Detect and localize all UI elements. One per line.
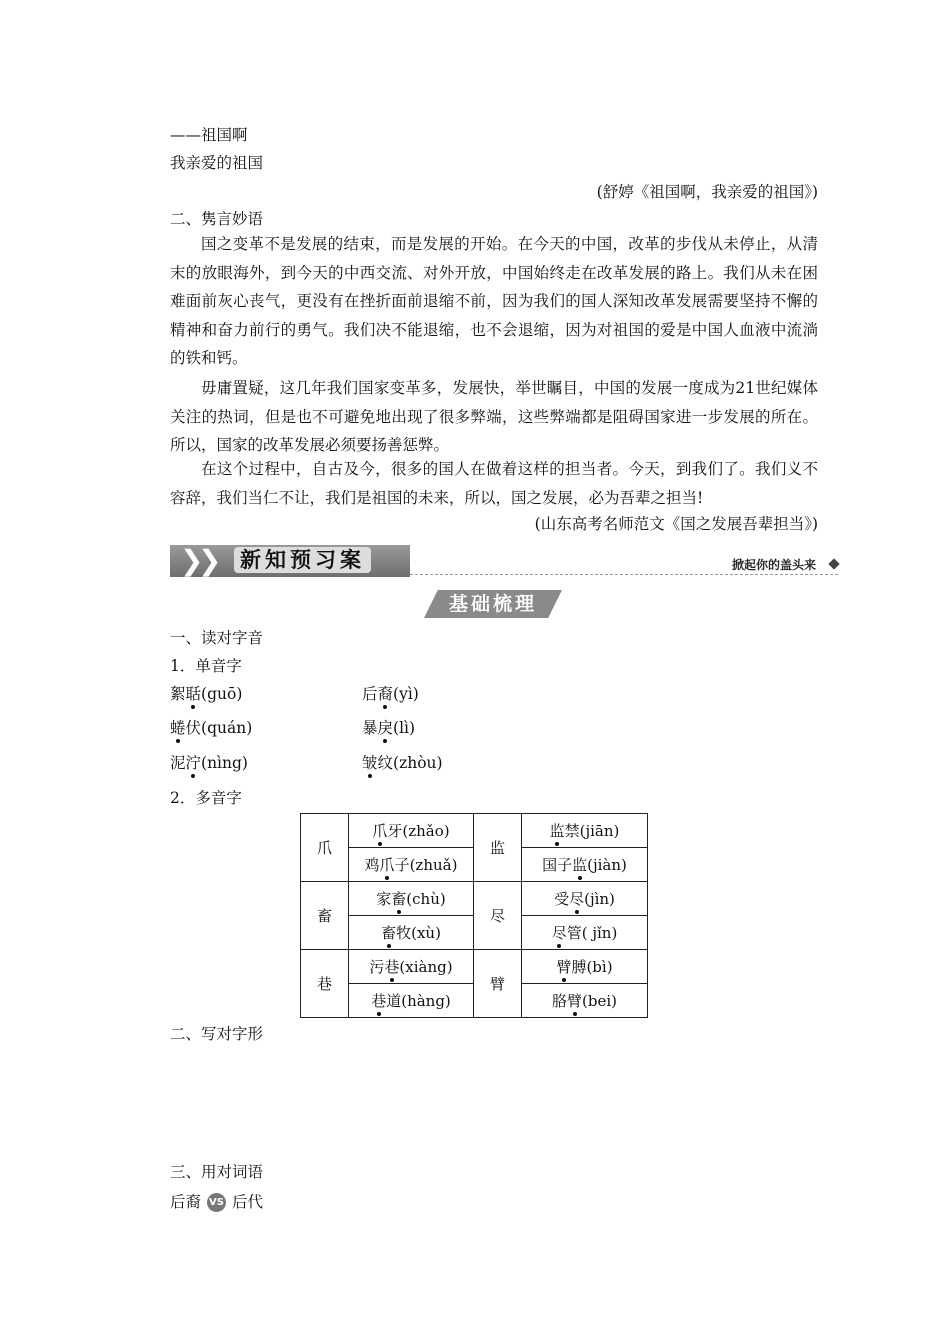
chevron-icon: ❯ <box>198 544 222 577</box>
poem-line: 我亲爱的祖国 <box>170 154 264 172</box>
subsection-heading: 2．多音字 <box>170 789 242 807</box>
word-left: 后裔 <box>170 1193 202 1211</box>
section-heading: 二、写对字形 <box>170 1025 264 1043</box>
section-heading: 二、隽言妙语 <box>170 210 264 228</box>
single-char-item: 絮聒(guō) <box>170 682 242 704</box>
table-key: 臂 <box>474 950 522 1018</box>
subsection-title: 基础梳理 <box>448 593 537 615</box>
table-key: 巷 <box>301 950 349 1018</box>
table-cell: 国子监(jiàn) <box>522 848 648 882</box>
single-char-item: 后裔(yì) <box>362 682 419 704</box>
single-char-item: 泥泞(nìng) <box>170 751 248 773</box>
banner-title: 新知预习案 <box>234 547 371 573</box>
poem-line: ——祖国啊 <box>170 126 248 144</box>
subsection-banner <box>424 590 562 618</box>
table-cell: 家畜(chù) <box>349 882 474 916</box>
table-row <box>301 814 648 848</box>
table-cell: 污巷(xiàng) <box>349 950 474 984</box>
table-cell: 臂膊(bì) <box>522 950 648 984</box>
table-row <box>301 950 648 984</box>
table-cell: 尽管( jǐn) <box>522 916 648 950</box>
poem-source: (舒婷《祖国啊，我亲爱的祖国》) <box>596 183 818 201</box>
word-comparison <box>170 1190 263 1212</box>
diamond-icon <box>828 558 839 569</box>
table-key: 监 <box>474 814 522 882</box>
polyphone-table <box>300 813 648 1018</box>
single-char-item: 皱纹(zhòu) <box>362 751 443 773</box>
section-banner <box>170 545 410 577</box>
word-right: 后代 <box>232 1193 264 1211</box>
paragraph: 国之变革不是发展的结束，而是发展的开始。在今天的中国，改革的步伐从未停止，从清末的放眼海外，到今天的中西交流、对外开放，中国始终走在改革发展的路上。我们从未在困难面前灰心丧气，更没有在挫折面前退缩不前，因为我们的国人深知改革发展需要坚持不懈的精神和奋力前行的勇气。我们决不能退缩，也不会退缩，因为对祖国的爱是中国人血液中流淌的铁和钙。 <box>170 235 818 367</box>
single-char-item: 蜷伏(quán) <box>170 716 252 738</box>
table-key: 尽 <box>474 882 522 950</box>
banner-tagline: 掀起你的盖头来 <box>732 558 817 572</box>
single-char-item: 暴戾(lì) <box>362 716 415 738</box>
table-cell: 监禁(jiān) <box>522 814 648 848</box>
table-cell: 爪牙(zhǎo) <box>349 814 474 848</box>
table-cell: 鸡爪子(zhuǎ) <box>349 848 474 882</box>
table-cell: 胳臂(bei) <box>522 984 648 1018</box>
table-cell: 受尽(jìn) <box>522 882 648 916</box>
paragraph: 在这个过程中，自古及今，很多的国人在做着这样的担当者。今天，到我们了。我们义不容辞，我们当仁不让，我们是祖国的未来，所以，国之发展，必为吾辈之担当! <box>170 460 818 507</box>
chevron-icon: ❯ <box>180 544 204 577</box>
section-heading: 三、用对词语 <box>170 1163 264 1181</box>
essay-source: (山东高考名师范文《国之发展吾辈担当》) <box>534 515 818 533</box>
paragraph: 毋庸置疑，这几年我们国家变革多，发展快，举世瞩目，中国的发展一度成为21世纪媒体关注的热词，但是也不可避免地出现了很多弊端，这些弊端都是阻碍国家进一步发展的所在。所以，国家的改革发展必须要扬善惩弊。 <box>170 379 818 454</box>
table-row <box>301 882 648 916</box>
table-key: 爪 <box>301 814 349 882</box>
divider <box>410 574 838 575</box>
subsection-heading: 1．单音字 <box>170 657 242 675</box>
vs-icon: VS <box>207 1193 226 1212</box>
section-heading: 一、读对字音 <box>170 629 264 647</box>
table-key: 畜 <box>301 882 349 950</box>
table-cell: 畜牧(xù) <box>349 916 474 950</box>
table-cell: 巷道(hàng) <box>349 984 474 1018</box>
